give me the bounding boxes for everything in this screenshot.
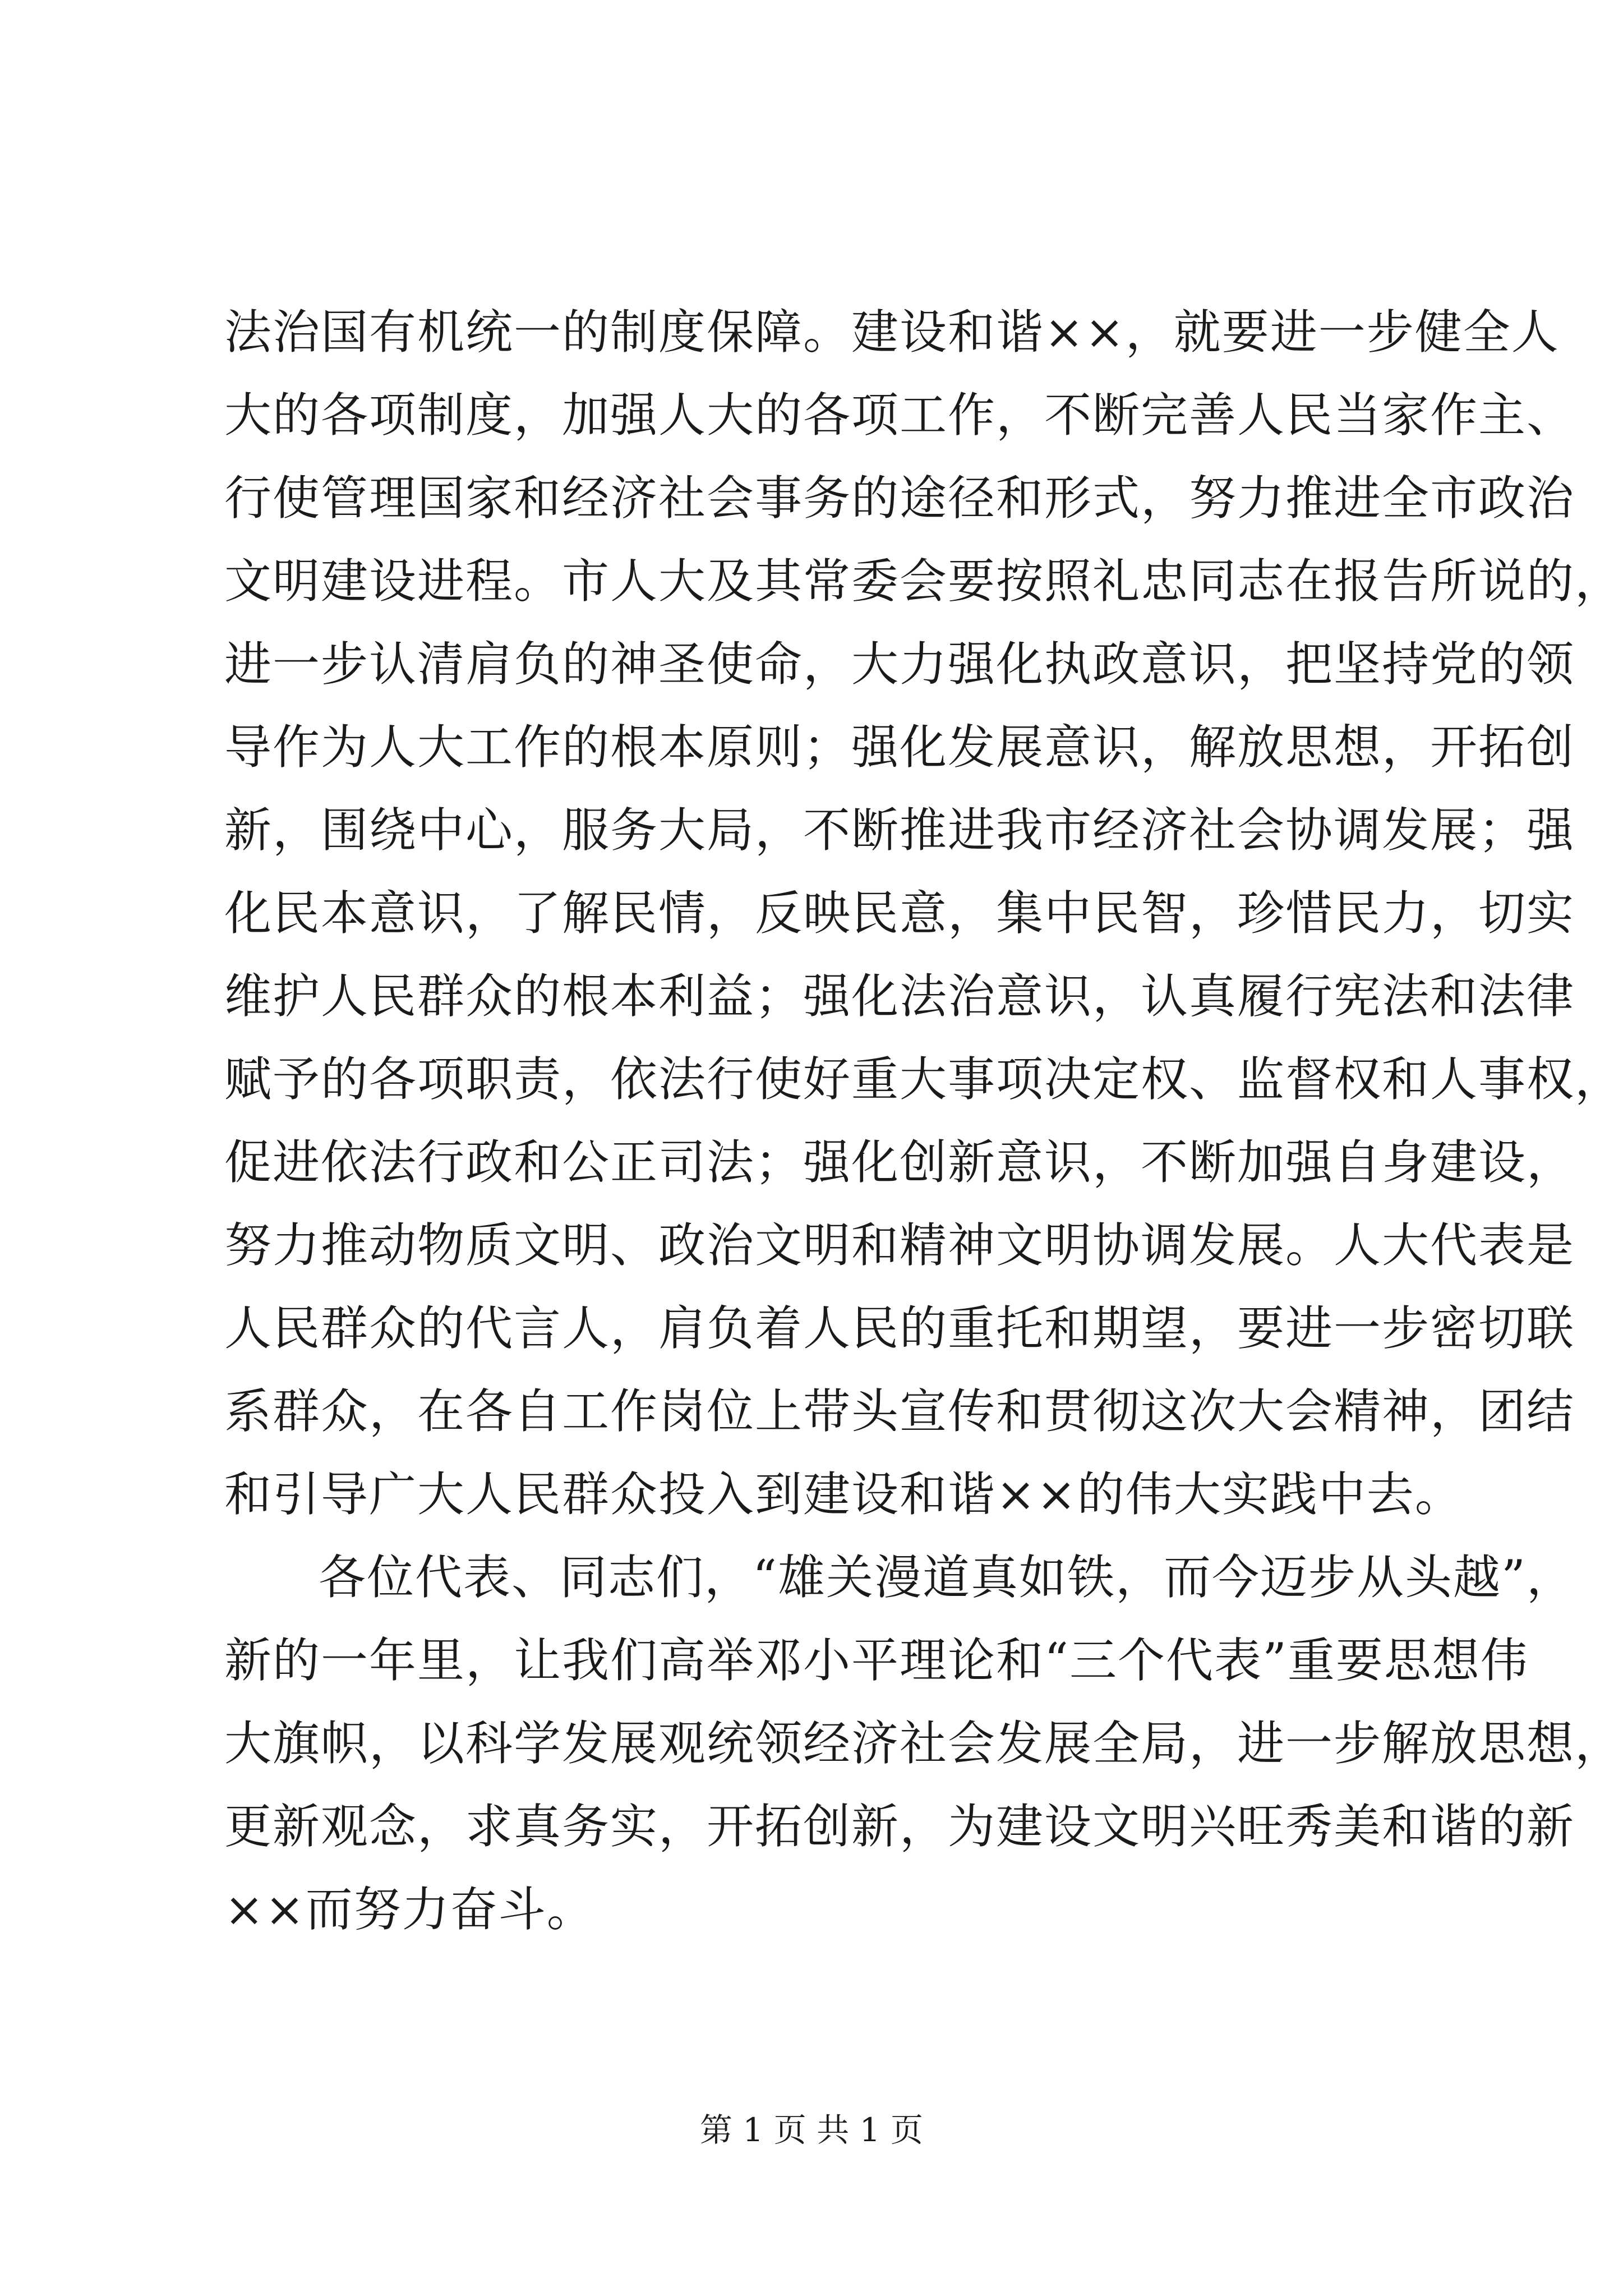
text-line: 导作为人大工作的根本原则；强化发展意识，解放思想，开拓创 (224, 720, 1575, 775)
text-line: 赋予的各项职责，依法行使好重大事项决定权、监督权和人事权， (224, 1052, 1623, 1107)
text-line: 新的一年里，让我们高举邓小平理论和“三个代表”重要思想伟 (224, 1633, 1529, 1688)
text-line: 进一步认清肩负的神圣使命，大力强化执政意识，把坚持党的领 (224, 637, 1575, 692)
text-line: 各位代表、同志们，“雄关漫道真如铁，而今迈步从头越”， (319, 1550, 1575, 1605)
text-line: ××而努力奋斗。 (224, 1882, 595, 1937)
text-line: 维护人民群众的根本利益；强化法治意识，认真履行宪法和法律 (224, 969, 1575, 1024)
text-line: 和引导广大人民群众投入到建设和谐××的伟大实践中去。 (224, 1467, 1463, 1522)
text-line: 法治国有机统一的制度保障。建设和谐××，就要进一步健全人 (224, 305, 1560, 360)
text-line: 大的各项制度，加强人大的各项工作，不断完善人民当家作主、 (224, 388, 1575, 443)
page-number-footer: 第 1 页 共 1 页 (700, 2111, 923, 2149)
paragraph-2 (224, 1536, 1623, 1951)
text-line: 人民群众的代言人，肩负着人民的重托和期望，要进一步密切联 (224, 1301, 1575, 1356)
text-line: 新，围绕中心，服务大局，不断推进我市经济社会协调发展；强 (224, 803, 1575, 858)
text-line: 文明建设进程。市人大及其常委会要按照礼忠同志在报告所说的， (224, 554, 1623, 609)
text-line: 行使管理国家和经济社会事务的途径和形式，努力推进全市政治 (224, 471, 1575, 526)
text-line: 系群众，在各自工作岗位上带头宣传和贯彻这次大会精神，团结 (224, 1384, 1575, 1439)
text-line: 努力推动物质文明、政治文明和精神文明协调发展。人大代表是 (224, 1218, 1575, 1273)
text-line: 更新观念，求真务实，开拓创新，为建设文明兴旺秀美和谐的新 (224, 1799, 1575, 1854)
paragraph-1 (224, 291, 1623, 1536)
text-line: 化民本意识，了解民情，反映民意，集中民智，珍惜民力，切实 (224, 886, 1575, 941)
body-text (224, 291, 1623, 1951)
text-line: 促进依法行政和公正司法；强化创新意识，不断加强自身建设， (224, 1135, 1575, 1190)
text-line: 大旗帜，以科学发展观统领经济社会发展全局，进一步解放思想， (224, 1716, 1623, 1771)
